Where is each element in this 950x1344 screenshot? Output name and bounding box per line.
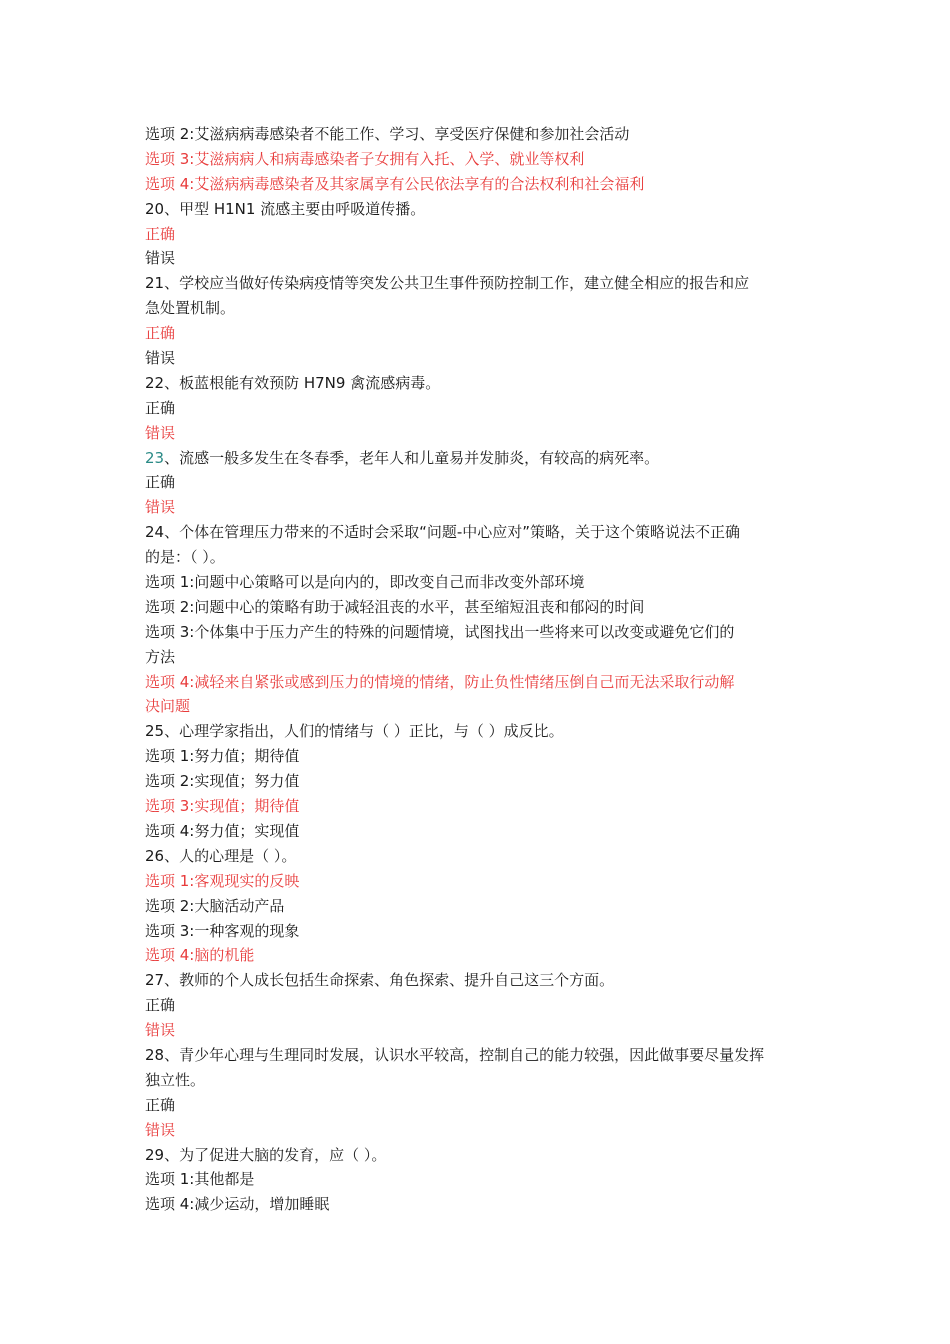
line-text: 选项 4:减轻来自紧张或感到压力的情境的情绪，防止负性情绪压倒自己而无法采取行动解	[145, 672, 735, 691]
line-text: 正确	[145, 1095, 176, 1114]
document-line	[145, 1167, 810, 1192]
document-line	[145, 968, 810, 993]
line-text: 错误	[145, 349, 176, 368]
document-line	[145, 993, 810, 1018]
line-text: 错误	[145, 249, 176, 268]
document-line	[145, 1043, 810, 1068]
line-text: 选项 1:客观现实的反映	[145, 871, 300, 890]
document-line	[145, 421, 810, 446]
document-line	[145, 271, 810, 296]
document-line	[145, 620, 810, 645]
document-line	[145, 197, 810, 222]
document-line	[145, 1018, 810, 1043]
document-line	[145, 744, 810, 769]
document-line	[145, 645, 810, 670]
line-text: 选项 3:艾滋病病人和病毒感染者子女拥有入托、入学、就业等权利	[145, 149, 585, 168]
document-line	[145, 1192, 810, 1217]
line-text: 的是：（ ）。	[145, 548, 225, 567]
document-line	[145, 769, 810, 794]
line-text: 选项 2:实现值；努力值	[145, 772, 300, 791]
document-line	[145, 894, 810, 919]
document-line	[145, 446, 810, 471]
document-line	[145, 1068, 810, 1093]
document-line	[145, 495, 810, 520]
line-text: 22、板蓝根能有效预防 H7N9 禽流感病毒。	[145, 373, 441, 392]
line-text: 选项 3:一种客观的现象	[145, 921, 300, 940]
line-text: 正确	[145, 224, 176, 243]
line-text: 错误	[145, 1021, 176, 1040]
document-page	[145, 122, 810, 1217]
line-text: 选项 2:艾滋病病毒感染者不能工作、学习、享受医疗保健和参加社会活动	[145, 125, 630, 143]
document-line	[145, 296, 810, 321]
line-text: 选项 3:个体集中于压力产生的特殊的问题情境，试图找出一些将来可以改变或避免它们的	[145, 622, 735, 641]
document-line	[145, 396, 810, 421]
line-text: 选项 1:其他都是	[145, 1170, 255, 1189]
line-text: 选项 1:问题中心策略可以是向内的，即改变自己而非改变外部环境	[145, 573, 585, 592]
document-line	[145, 470, 810, 495]
line-text: 选项 2:问题中心的策略有助于减轻沮丧的水平，甚至缩短沮丧和郁闷的时间	[145, 597, 645, 616]
line-text: 正确	[145, 398, 176, 417]
document-line	[145, 147, 810, 172]
line-text: 28、青少年心理与生理同时发展，认识水平较高，控制自己的能力较强，因此做事要尽量发挥	[145, 1045, 765, 1064]
line-text: 21、学校应当做好传染病疫情等突发公共卫生事件预防控制工作，建立健全相应的报告和应	[145, 274, 750, 293]
document-line	[145, 1143, 810, 1168]
document-line	[145, 869, 810, 894]
line-text: 26、人的心理是（ ）。	[145, 846, 297, 865]
line-text: 27、教师的个人成长包括生命探索、角色探索、提升自己这三个方面。	[145, 971, 615, 990]
document-line	[145, 1118, 810, 1143]
document-line	[145, 321, 810, 346]
line-text: 选项 4:艾滋病病毒感染者及其家属享有公民依法享有的合法权利和社会福利	[145, 174, 645, 193]
document-line	[145, 943, 810, 968]
line-text: 选项 1:努力值；期待值	[145, 747, 300, 766]
line-text: 方法	[145, 647, 176, 666]
document-line	[145, 570, 810, 595]
document-line	[145, 246, 810, 271]
document-line	[145, 371, 810, 396]
line-text: 25、心理学家指出，人们的情绪与（ ）正比，与（ ）成反比。	[145, 722, 564, 741]
question-number: 23	[145, 448, 165, 467]
document-line	[145, 222, 810, 247]
document-line	[145, 122, 810, 147]
line-text: 独立性。	[145, 1070, 206, 1089]
document-line	[145, 670, 810, 695]
document-line	[145, 545, 810, 570]
line-text: 正确	[145, 324, 176, 343]
line-text: 24、个体在管理压力带来的不适时会采取“问题-中心应对”策略，关于这个策略说法不正确	[145, 523, 741, 542]
document-line	[145, 719, 810, 744]
line-text: 选项 4:减少运动，增加睡眠	[145, 1195, 330, 1214]
document-line	[145, 819, 810, 844]
document-line	[145, 844, 810, 869]
line-text: 选项 3:实现值；期待值	[145, 797, 300, 816]
document-line	[145, 172, 810, 197]
line-text: 20、甲型 H1N1 流感主要由呼吸道传播。	[145, 199, 426, 218]
document-line	[145, 346, 810, 371]
document-line	[145, 520, 810, 545]
line-text: 选项 4:脑的机能	[145, 946, 255, 965]
line-text: 正确	[145, 473, 176, 492]
line-text: 、流感一般多发生在冬春季，老年人和儿童易并发肺炎，有较高的病死率。	[164, 448, 660, 467]
line-text: 错误	[145, 423, 176, 442]
line-text: 29、为了促进大脑的发育，应（ ）。	[145, 1145, 387, 1164]
document-line	[145, 1093, 810, 1118]
document-line	[145, 919, 810, 944]
line-text: 选项 2:大脑活动产品	[145, 896, 285, 915]
line-text: 正确	[145, 996, 176, 1015]
document-line	[145, 694, 810, 719]
line-text: 错误	[145, 498, 176, 517]
line-text: 急处置机制。	[145, 299, 236, 318]
line-text: 错误	[145, 1120, 176, 1139]
document-line	[145, 595, 810, 620]
line-text: 决问题	[145, 697, 191, 716]
document-line	[145, 794, 810, 819]
line-text: 选项 4:努力值；实现值	[145, 821, 300, 840]
